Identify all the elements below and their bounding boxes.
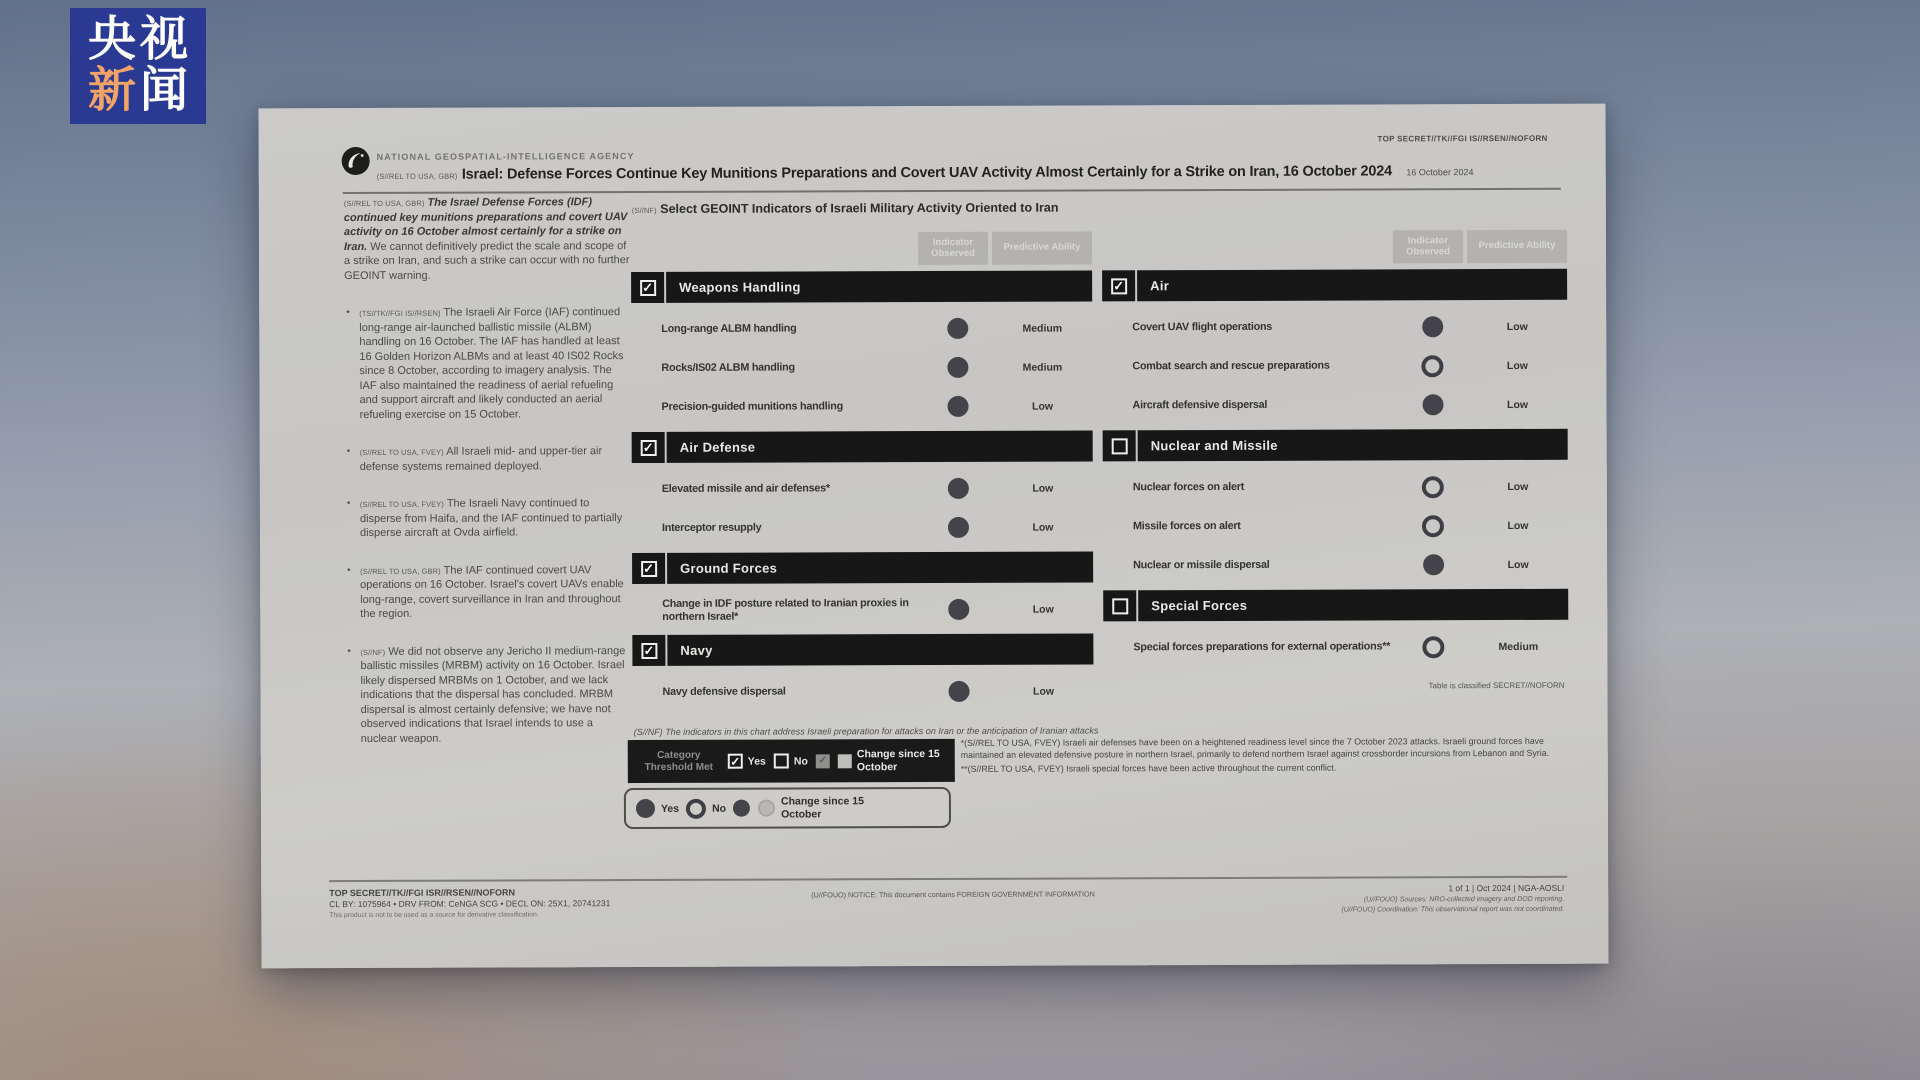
footer-divider — [329, 876, 1567, 882]
table-sections — [631, 270, 1094, 717]
section-header-air — [1102, 269, 1567, 302]
predictive-ability-value: Low — [1032, 400, 1054, 413]
predictive-ability-value: Low — [1506, 320, 1528, 333]
document-date: 16 October 2024 — [1406, 167, 1474, 178]
indicator-row — [632, 671, 1093, 712]
indicator-table-left — [631, 231, 1094, 717]
predictive-ability-value: Low — [1032, 603, 1054, 616]
bullet-text: The Israeli Navy continued to disperse from Haifa, and the IAF continued to partially disperse aircraft at Ovda airfield. — [359, 497, 623, 540]
section-rows — [631, 301, 1092, 432]
predictive-ability-value: Medium — [1022, 361, 1063, 374]
footer-page-info: 1 of 1 | Oct 2024 | NGA-AOSLI — [1448, 882, 1565, 894]
document-title: Israel: Defense Forces Continue Key Munitions Preparations and Covert UAV Activity Almost Certainly for a Strike on Iran, 16 October 2024 — [461, 163, 1392, 183]
column-header-indicator-observed: Indicator Observed — [1393, 230, 1463, 263]
bullet-list — [344, 305, 632, 746]
section-rows — [632, 664, 1093, 717]
logo-char: 视 — [140, 13, 189, 67]
checked-checkbox-icon: ✓ — [640, 279, 656, 295]
indicator-observed-cell — [1397, 316, 1467, 337]
indicator-observed-cell — [923, 517, 993, 538]
section-bar-body — [1138, 429, 1568, 462]
indicator-table-right — [1102, 230, 1569, 692]
indicator-label: Combat search and rescue preparations — [1132, 359, 1330, 373]
indicator-row — [631, 386, 1092, 427]
logo-char: 新 — [87, 64, 136, 117]
summary-paragraph — [344, 195, 630, 283]
indicator-observed-cell — [1397, 355, 1467, 377]
legend-yes-item — [728, 754, 766, 769]
column-headers — [631, 231, 1092, 266]
indicator-label: Covert UAV flight operations — [1132, 320, 1273, 334]
bullet-classification-tag: (S//REL TO USA, FVEY) — [359, 499, 444, 510]
bullet-classification-tag: (S//NF) — [360, 647, 386, 657]
title-classification-tag: (S//REL TO USA, GBR) — [376, 171, 458, 181]
bullet-text: All Israeli mid- and upper-tier air defense systems remained deployed. — [359, 445, 603, 473]
footer-classification: TOP SECRET//TK//FGI ISR//RSEN//NOFORN — [329, 887, 515, 899]
intelligence-document — [259, 104, 1609, 969]
section-rows — [1103, 460, 1568, 591]
column-header-predictive-ability: Predictive Ability — [1467, 230, 1567, 263]
header-divider — [343, 188, 1561, 194]
predictive-ability-value: Low — [1507, 480, 1529, 493]
checked-checkbox-icon: ✓ — [640, 439, 656, 455]
indicator-filled-circle-icon — [948, 599, 969, 620]
predictive-ability-value: Low — [1032, 521, 1054, 534]
footer-notice: (U//FOUO) NOTICE: This document contains FOREIGN GOVERNMENT INFORMATION — [811, 889, 1095, 900]
checkbox-segment — [632, 553, 665, 584]
legend-change-label: Change since 15 October — [781, 795, 864, 821]
indicator-observed-cell — [1398, 636, 1468, 658]
checkbox-segment — [632, 432, 665, 463]
section-label: Ground Forces — [680, 560, 778, 576]
chart-classification-tag: (S//NF) — [631, 205, 657, 216]
section-label: Nuclear and Missile — [1150, 437, 1278, 454]
indicator-filled-circle-icon — [1423, 554, 1444, 575]
change-circle-after-icon — [758, 800, 775, 817]
change-circle-before-icon — [733, 800, 750, 817]
narrative-column — [344, 195, 632, 769]
legend-no-label: No — [712, 802, 727, 815]
summary-classification-tag: (S//REL TO USA, GBR) — [343, 198, 425, 209]
indicator-observed-cell — [1398, 476, 1468, 498]
legend-no-label: No — [793, 754, 808, 767]
indicator-row — [1102, 307, 1567, 348]
predictive-ability-value: Low — [1506, 359, 1528, 372]
footer-classification-block — [329, 886, 610, 920]
legend-change-item — [816, 748, 943, 773]
indicator-label: Elevated missile and air defenses* — [661, 482, 830, 496]
section-header-navy — [632, 633, 1093, 666]
nga-seal-icon — [341, 146, 371, 176]
bullet-item — [345, 496, 631, 541]
cctv-news-logo — [70, 8, 206, 124]
indicator-label: Precision-guided munitions handling — [661, 400, 843, 414]
legend-indicator-circles — [624, 787, 951, 829]
bullet-item — [345, 644, 631, 747]
section-bar-body — [667, 430, 1093, 462]
footer-meta-block — [1341, 883, 1564, 915]
footer-coordination: (U//FOUO) Coordination: This observational report was not coordinated. — [1341, 905, 1565, 914]
predictive-ability-value: Low — [1507, 519, 1529, 532]
chart-title — [632, 201, 1059, 216]
legend-change-label: Change since 15 October — [856, 748, 940, 773]
indicator-row — [1103, 467, 1568, 508]
indicator-row — [632, 468, 1093, 509]
checkbox-segment — [632, 635, 665, 666]
section-label: Air — [1150, 278, 1170, 294]
bullet-item — [344, 305, 630, 422]
section-rows — [632, 582, 1093, 635]
legend-yes-label: Yes — [660, 802, 680, 815]
checked-checkbox-icon: ✓ — [641, 560, 657, 576]
indicator-row — [632, 507, 1093, 548]
indicator-label: Long-range ALBM handling — [661, 322, 797, 336]
table-footnotes — [961, 735, 1569, 776]
indicator-open-circle-icon — [1422, 476, 1444, 498]
logo-row-1 — [87, 13, 189, 67]
indicator-label: Change in IDF posture related to Iranian proxies in northern Israel* — [662, 596, 909, 623]
indicator-open-circle-icon — [1421, 355, 1443, 377]
predictive-ability-value: Medium — [1022, 322, 1063, 335]
predictive-ability-value: Low — [1507, 558, 1529, 571]
indicator-row — [1102, 385, 1567, 426]
indicator-filled-circle-icon — [1422, 394, 1443, 415]
checkbox-segment — [1102, 270, 1135, 301]
unchecked-checkbox-icon — [1112, 598, 1128, 614]
indicator-filled-circle-icon — [947, 478, 968, 499]
indicator-filled-circle-icon — [1422, 316, 1443, 337]
indicator-row — [632, 589, 1093, 630]
logo-char: 闻 — [140, 64, 189, 117]
summary-lead: The Israel Defense Forces (IDF) continued key munitions preparations and covert UAV activity on 16 October almost certainly for a strike on Iran. — [343, 196, 628, 253]
indicator-open-circle-icon — [1422, 636, 1444, 658]
logo-row-2 — [87, 64, 189, 117]
indicator-row — [631, 347, 1092, 388]
agency-name: NATIONAL GEOSPATIAL-INTELLIGENCE AGENCY — [376, 151, 635, 162]
unchecked-checkbox-icon — [1111, 438, 1127, 454]
section-label: Weapons Handling — [679, 279, 801, 295]
section-header-ground-forces — [632, 551, 1093, 584]
indicator-observed-cell — [922, 357, 992, 378]
checkbox-segment — [1103, 590, 1136, 621]
checked-checkbox-icon: ✓ — [728, 754, 743, 769]
change-checkbox-after-icon — [838, 754, 852, 768]
legend-yes-item — [636, 799, 679, 818]
indicator-label: Missile forces on alert — [1132, 520, 1241, 533]
column-header-indicator-observed: Indicator Observed — [918, 232, 988, 265]
indicator-filled-circle-icon — [947, 517, 968, 538]
section-label: Air Defense — [679, 439, 756, 455]
indicator-row — [1103, 506, 1568, 547]
indicator-filled-circle-icon — [947, 318, 968, 339]
indicator-label: Interceptor resupply — [661, 521, 762, 535]
column-headers — [1102, 230, 1567, 265]
indicator-label: Aircraft defensive dispersal — [1132, 398, 1268, 412]
section-rows — [632, 461, 1093, 553]
legend-category-threshold — [628, 739, 955, 783]
bullet-item — [345, 563, 631, 622]
legend-yes-label: Yes — [747, 755, 766, 768]
section-header-air-defense — [632, 430, 1093, 463]
bullet-classification-tag: (S//REL TO USA, FVEY) — [359, 447, 444, 458]
footnote-air-defense: *(S//REL TO USA, FVEY) Israeli air defenses have been on a heightened readiness level since the 7 October 2023 attacks. Israeli ground forces have maintained an elevated defensive posture in northern Israel, primarily to defend northern Israel against crossborder incursions from Lebanon and Syria. — [960, 735, 1550, 761]
legend-no-item — [774, 753, 808, 768]
summary-rest: We cannot definitively predict the scale and scope of a strike on Iran, and such a strike can occur with no further GEOINT warning. — [344, 239, 630, 282]
footer-cl-line: CL BY: 1075964 • DRV FROM: CeNGA SCG • DECL ON: 25X1, 20741231 — [329, 898, 611, 910]
bullet-classification-tag: (S//REL TO USA, GBR) — [360, 566, 441, 576]
predictive-ability-value: Low — [1033, 685, 1055, 698]
filled-circle-icon — [636, 799, 655, 818]
checked-checkbox-icon: ✓ — [641, 642, 657, 658]
footnote-special-forces: **(S//REL TO USA, FVEY) Israeli special forces have been active throughout the current conflict. — [960, 762, 1337, 774]
legend-change-item — [733, 796, 865, 821]
section-header-weapons-handling — [631, 270, 1092, 303]
bullet-classification-tag: (TS//TK//FGI IS//RSEN) — [359, 308, 441, 319]
indicator-filled-circle-icon — [947, 357, 968, 378]
indicator-label: Nuclear or missile dispersal — [1133, 558, 1270, 572]
indicator-label: Rocks/IS02 ALBM handling — [661, 361, 795, 375]
section-rows — [1103, 620, 1568, 673]
section-bar-body — [667, 633, 1093, 665]
section-label: Navy — [680, 642, 713, 658]
checkbox-segment — [631, 272, 664, 303]
indicator-open-circle-icon — [1422, 515, 1444, 537]
indicator-row — [1103, 627, 1568, 668]
indicator-row — [1102, 346, 1567, 387]
bullet-text: We did not observe any Jericho II medium-range ballistic missiles (MRBM) activity on 16 October. Israel likely dispersed MRBMs on 1 October, and we lack indications that the dispersal has concluded. MRBM dispersal is almost certainly defensive; we have not observed indications that Israel intends to use a nuclear weapon. — [360, 644, 626, 745]
logo-char: 央 — [87, 13, 136, 67]
chart-title-text: Select GEOINT Indicators of Israeli Military Activity Oriented to Iran — [660, 200, 1059, 216]
indicator-label: Special forces preparations for external operations** — [1133, 640, 1391, 654]
section-bar-body — [667, 551, 1093, 583]
indicator-observed-cell — [1398, 554, 1468, 575]
indicator-row — [631, 308, 1092, 349]
section-bar-body — [1138, 589, 1568, 622]
section-header-nuclear-and-missile — [1103, 429, 1568, 462]
document-title-line — [377, 162, 1577, 184]
footer-derivative-note: This product is not to be used as a source for derivative classification. — [329, 910, 539, 919]
indicator-observed-cell — [922, 318, 992, 339]
bullet-text: The IAF continued covert UAV operations on 16 October. Israel's covert UAVs enable long-range, covert surveillance in Iran and throughout the region. — [360, 563, 624, 621]
section-rows — [1102, 300, 1567, 431]
bullet-item — [345, 444, 631, 474]
table-classification-note: Table is classified SECRET//NOFORN — [1428, 680, 1565, 691]
open-circle-icon — [686, 798, 706, 818]
section-bar-body — [666, 270, 1092, 302]
section-label: Special Forces — [1151, 597, 1248, 614]
indicator-filled-circle-icon — [948, 681, 969, 702]
legend-category-label: Category Threshold Met — [644, 749, 713, 773]
indicator-observed-cell — [923, 599, 993, 620]
chart-footnote: (S//NF) The indicators in this chart address Israeli preparation for attacks on Iran or the anticipation of Iranian attacks — [633, 725, 1099, 738]
checked-checkbox-icon: ✓ — [1111, 278, 1127, 294]
unchecked-checkbox-icon — [774, 754, 789, 769]
footer-sources: (U//FOUO) Sources: NRO-collected imagery and DOD reporting. — [1363, 895, 1565, 904]
predictive-ability-value: Low — [1507, 398, 1529, 411]
table-sections — [1102, 269, 1568, 673]
column-header-predictive-ability: Predictive Ability — [992, 231, 1092, 264]
legend-no-item — [686, 798, 726, 818]
section-bar-body — [1137, 269, 1567, 302]
indicator-label: Nuclear forces on alert — [1132, 481, 1245, 494]
indicator-observed-cell — [924, 681, 994, 702]
indicator-observed-cell — [1398, 394, 1468, 415]
bullet-text: The Israeli Air Force (IAF) continued long-range air-launched ballistic missile (ALBM) handling on 16 October. The IAF has handled at least 16 Golden Horizon ALBMs and at least 40 IS02 Rocks since 8 October, according to imagery analysis. The IAF also maintained the readiness of aerial refueling and support aircraft and likely conducted an aerial refueling exercise on 15 October. — [359, 306, 624, 421]
indicator-observed-cell — [923, 478, 993, 499]
indicator-observed-cell — [1398, 515, 1468, 537]
indicator-observed-cell — [923, 396, 993, 417]
indicator-label: Navy defensive dispersal — [662, 685, 786, 699]
checkbox-segment — [1103, 430, 1136, 461]
top-classification-banner: TOP SECRET//TK//FGI IS//RSEN//NOFORN — [1377, 133, 1548, 144]
predictive-ability-value: Medium — [1498, 640, 1539, 653]
predictive-ability-value: Low — [1032, 482, 1054, 495]
section-header-special-forces — [1103, 589, 1568, 622]
change-checkbox-before-icon: ✓ — [816, 754, 830, 768]
indicator-row — [1103, 545, 1568, 586]
indicator-filled-circle-icon — [947, 396, 968, 417]
